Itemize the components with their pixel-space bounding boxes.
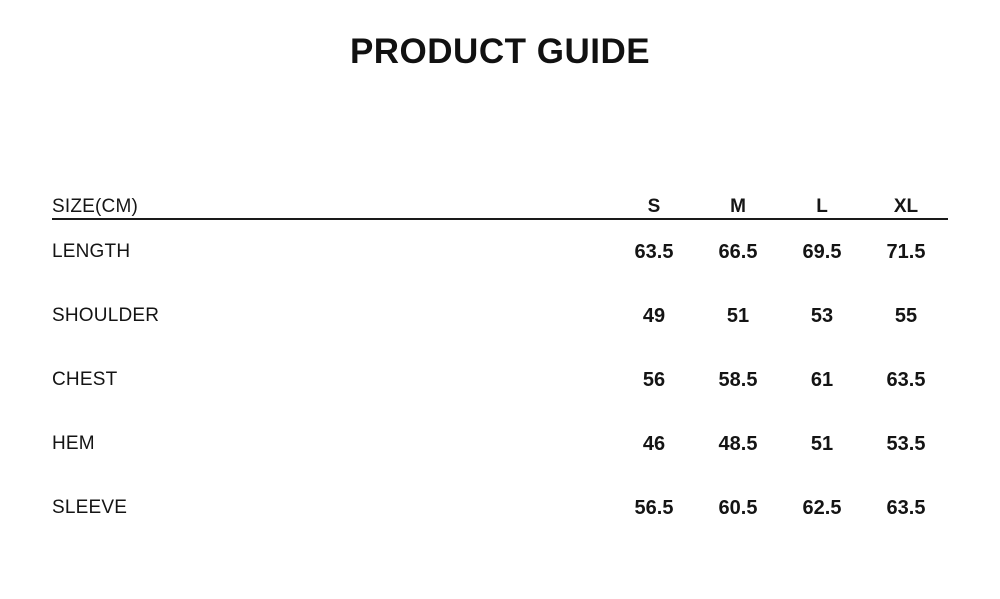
column-header-s: S: [647, 196, 661, 217]
page-title: PRODUCT GUIDE: [349, 32, 651, 71]
table-header-row: [52, 196, 948, 218]
cell-hem-l: 51: [810, 432, 834, 455]
cell-chest-xl: 63.5: [886, 368, 926, 391]
cell-length-s: 63.5: [634, 240, 674, 263]
cell-chest-m: 58.5: [718, 368, 758, 391]
table-row: [52, 348, 948, 412]
size-table: [52, 196, 948, 540]
cell-hem-m: 48.5: [718, 432, 758, 455]
cell-sleeve-l: 62.5: [802, 496, 842, 519]
row-label-sleeve: SLEEVE: [52, 497, 128, 518]
cell-chest-s: 56: [642, 368, 666, 391]
row-label-shoulder: SHOULDER: [52, 305, 160, 326]
table-row: [52, 476, 948, 540]
cell-length-xl: 71.5: [886, 240, 926, 263]
cell-hem-xl: 53.5: [886, 432, 926, 455]
column-header-xl: XL: [893, 196, 919, 217]
cell-hem-s: 46: [642, 432, 666, 455]
cell-shoulder-m: 51: [726, 304, 750, 327]
row-label-chest: CHEST: [52, 369, 118, 390]
table-row: [52, 284, 948, 348]
cell-chest-l: 61: [810, 368, 834, 391]
column-header-l: L: [816, 196, 828, 217]
column-header-size-unit: SIZE(CM): [52, 196, 139, 217]
table-row: [52, 219, 948, 284]
row-label-hem: HEM: [52, 433, 95, 454]
cell-sleeve-m: 60.5: [718, 496, 758, 519]
cell-length-l: 69.5: [802, 240, 842, 263]
cell-shoulder-l: 53: [810, 304, 834, 327]
cell-shoulder-xl: 55: [894, 304, 918, 327]
cell-sleeve-xl: 63.5: [886, 496, 926, 519]
column-header-m: M: [730, 196, 746, 217]
cell-shoulder-s: 49: [642, 304, 666, 327]
table-row: [52, 412, 948, 476]
cell-length-m: 66.5: [718, 240, 758, 263]
size-chart: [52, 196, 948, 540]
cell-sleeve-s: 56.5: [634, 496, 674, 519]
row-label-length: LENGTH: [52, 241, 131, 262]
